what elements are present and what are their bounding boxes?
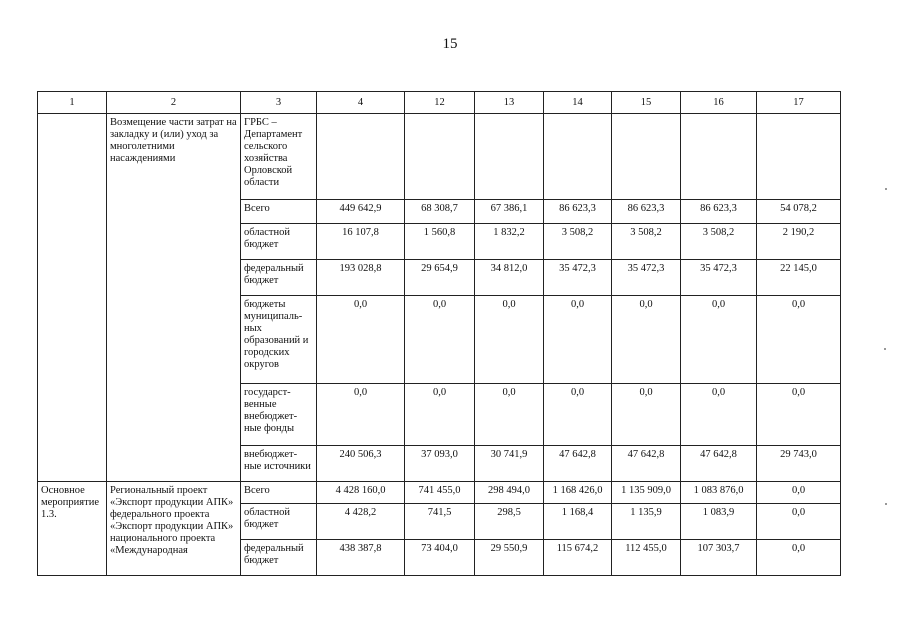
value-cell: 0,0 <box>757 296 841 384</box>
value-cell: 1 135 909,0 <box>612 482 681 504</box>
value-cell: 47 642,8 <box>544 446 612 482</box>
value-cell: 193 028,8 <box>317 260 405 296</box>
event-code-cell <box>38 114 107 482</box>
value-cell: 3 508,2 <box>544 224 612 260</box>
column-header: 12 <box>405 92 475 114</box>
funding-source-cell: областной бюджет <box>241 224 317 260</box>
value-cell: 1 832,2 <box>475 224 544 260</box>
value-cell: 86 623,3 <box>681 200 757 224</box>
value-cell: 0,0 <box>757 482 841 504</box>
value-cell: 112 455,0 <box>612 540 681 576</box>
table-row <box>38 482 841 504</box>
value-cell: 0,0 <box>475 296 544 384</box>
scan-mark <box>885 188 887 190</box>
value-cell: 22 145,0 <box>757 260 841 296</box>
value-cell: 449 642,9 <box>317 200 405 224</box>
value-cell: 0,0 <box>681 296 757 384</box>
value-cell <box>681 114 757 200</box>
value-cell: 1 083,9 <box>681 504 757 540</box>
value-cell: 1 168,4 <box>544 504 612 540</box>
value-cell <box>405 114 475 200</box>
value-cell: 35 472,3 <box>544 260 612 296</box>
column-header: 13 <box>475 92 544 114</box>
value-cell: 29 550,9 <box>475 540 544 576</box>
event-code-cell: Основное мероприятие 1.3. <box>38 482 107 576</box>
value-cell: 0,0 <box>757 540 841 576</box>
value-cell: 54 078,2 <box>757 200 841 224</box>
column-header: 4 <box>317 92 405 114</box>
column-header: 2 <box>107 92 241 114</box>
value-cell: 47 642,8 <box>612 446 681 482</box>
value-cell: 3 508,2 <box>681 224 757 260</box>
page-number: 15 <box>442 36 458 52</box>
value-cell: 86 623,3 <box>612 200 681 224</box>
funding-source-cell: федеральный бюджет <box>241 260 317 296</box>
value-cell: 2 190,2 <box>757 224 841 260</box>
value-cell: 35 472,3 <box>612 260 681 296</box>
value-cell: 0,0 <box>681 384 757 446</box>
value-cell: 438 387,8 <box>317 540 405 576</box>
value-cell: 1 135,9 <box>612 504 681 540</box>
value-cell: 73 404,0 <box>405 540 475 576</box>
funding-source-cell: ГРБС – Департамент сельского хозяйства Орловской области <box>241 114 317 200</box>
funding-source-cell: Всего <box>241 482 317 504</box>
value-cell: 0,0 <box>544 296 612 384</box>
table-row <box>38 114 841 200</box>
funding-source-cell: бюджеты муниципаль-ных образований и городских округов <box>241 296 317 384</box>
value-cell <box>475 114 544 200</box>
value-cell: 107 303,7 <box>681 540 757 576</box>
value-cell: 1 168 426,0 <box>544 482 612 504</box>
value-cell: 0,0 <box>317 384 405 446</box>
header-row <box>38 92 841 114</box>
funding-source-cell: Всего <box>241 200 317 224</box>
funding-source-cell: областной бюджет <box>241 504 317 540</box>
value-cell <box>757 114 841 200</box>
value-cell: 741 455,0 <box>405 482 475 504</box>
value-cell: 29 743,0 <box>757 446 841 482</box>
column-header: 14 <box>544 92 612 114</box>
budget-table <box>37 91 841 576</box>
value-cell: 298,5 <box>475 504 544 540</box>
value-cell: 0,0 <box>475 384 544 446</box>
column-header: 3 <box>241 92 317 114</box>
value-cell: 3 508,2 <box>612 224 681 260</box>
event-name-cell: Региональный проект «Экспорт продукции АПК» федерального проекта «Экспорт продукции АПК» национального проекта «Международная <box>107 482 241 576</box>
value-cell: 0,0 <box>757 384 841 446</box>
value-cell: 30 741,9 <box>475 446 544 482</box>
value-cell: 1 560,8 <box>405 224 475 260</box>
value-cell: 16 107,8 <box>317 224 405 260</box>
funding-source-cell: государст-венные внебюджет-ные фонды <box>241 384 317 446</box>
value-cell: 4 428 160,0 <box>317 482 405 504</box>
column-header: 1 <box>38 92 107 114</box>
value-cell: 0,0 <box>612 296 681 384</box>
value-cell: 68 308,7 <box>405 200 475 224</box>
value-cell: 115 674,2 <box>544 540 612 576</box>
value-cell: 741,5 <box>405 504 475 540</box>
value-cell: 240 506,3 <box>317 446 405 482</box>
value-cell: 37 093,0 <box>405 446 475 482</box>
scan-mark <box>884 348 886 350</box>
value-cell: 0,0 <box>612 384 681 446</box>
value-cell: 86 623,3 <box>544 200 612 224</box>
scan-mark <box>885 503 887 505</box>
value-cell: 0,0 <box>757 504 841 540</box>
value-cell: 34 812,0 <box>475 260 544 296</box>
value-cell: 0,0 <box>405 296 475 384</box>
value-cell: 47 642,8 <box>681 446 757 482</box>
value-cell: 0,0 <box>317 296 405 384</box>
funding-source-cell: внебюджет-ные источники <box>241 446 317 482</box>
value-cell: 0,0 <box>544 384 612 446</box>
value-cell <box>317 114 405 200</box>
value-cell <box>544 114 612 200</box>
funding-source-cell: федеральный бюджет <box>241 540 317 576</box>
event-name-cell: Возмещение части затрат на закладку и (или) уход за многолетними насаждениями <box>107 114 241 482</box>
value-cell: 35 472,3 <box>681 260 757 296</box>
value-cell: 67 386,1 <box>475 200 544 224</box>
value-cell: 4 428,2 <box>317 504 405 540</box>
column-header: 15 <box>612 92 681 114</box>
value-cell <box>612 114 681 200</box>
value-cell: 1 083 876,0 <box>681 482 757 504</box>
value-cell: 29 654,9 <box>405 260 475 296</box>
column-header: 17 <box>757 92 841 114</box>
value-cell: 298 494,0 <box>475 482 544 504</box>
column-header: 16 <box>681 92 757 114</box>
value-cell: 0,0 <box>405 384 475 446</box>
